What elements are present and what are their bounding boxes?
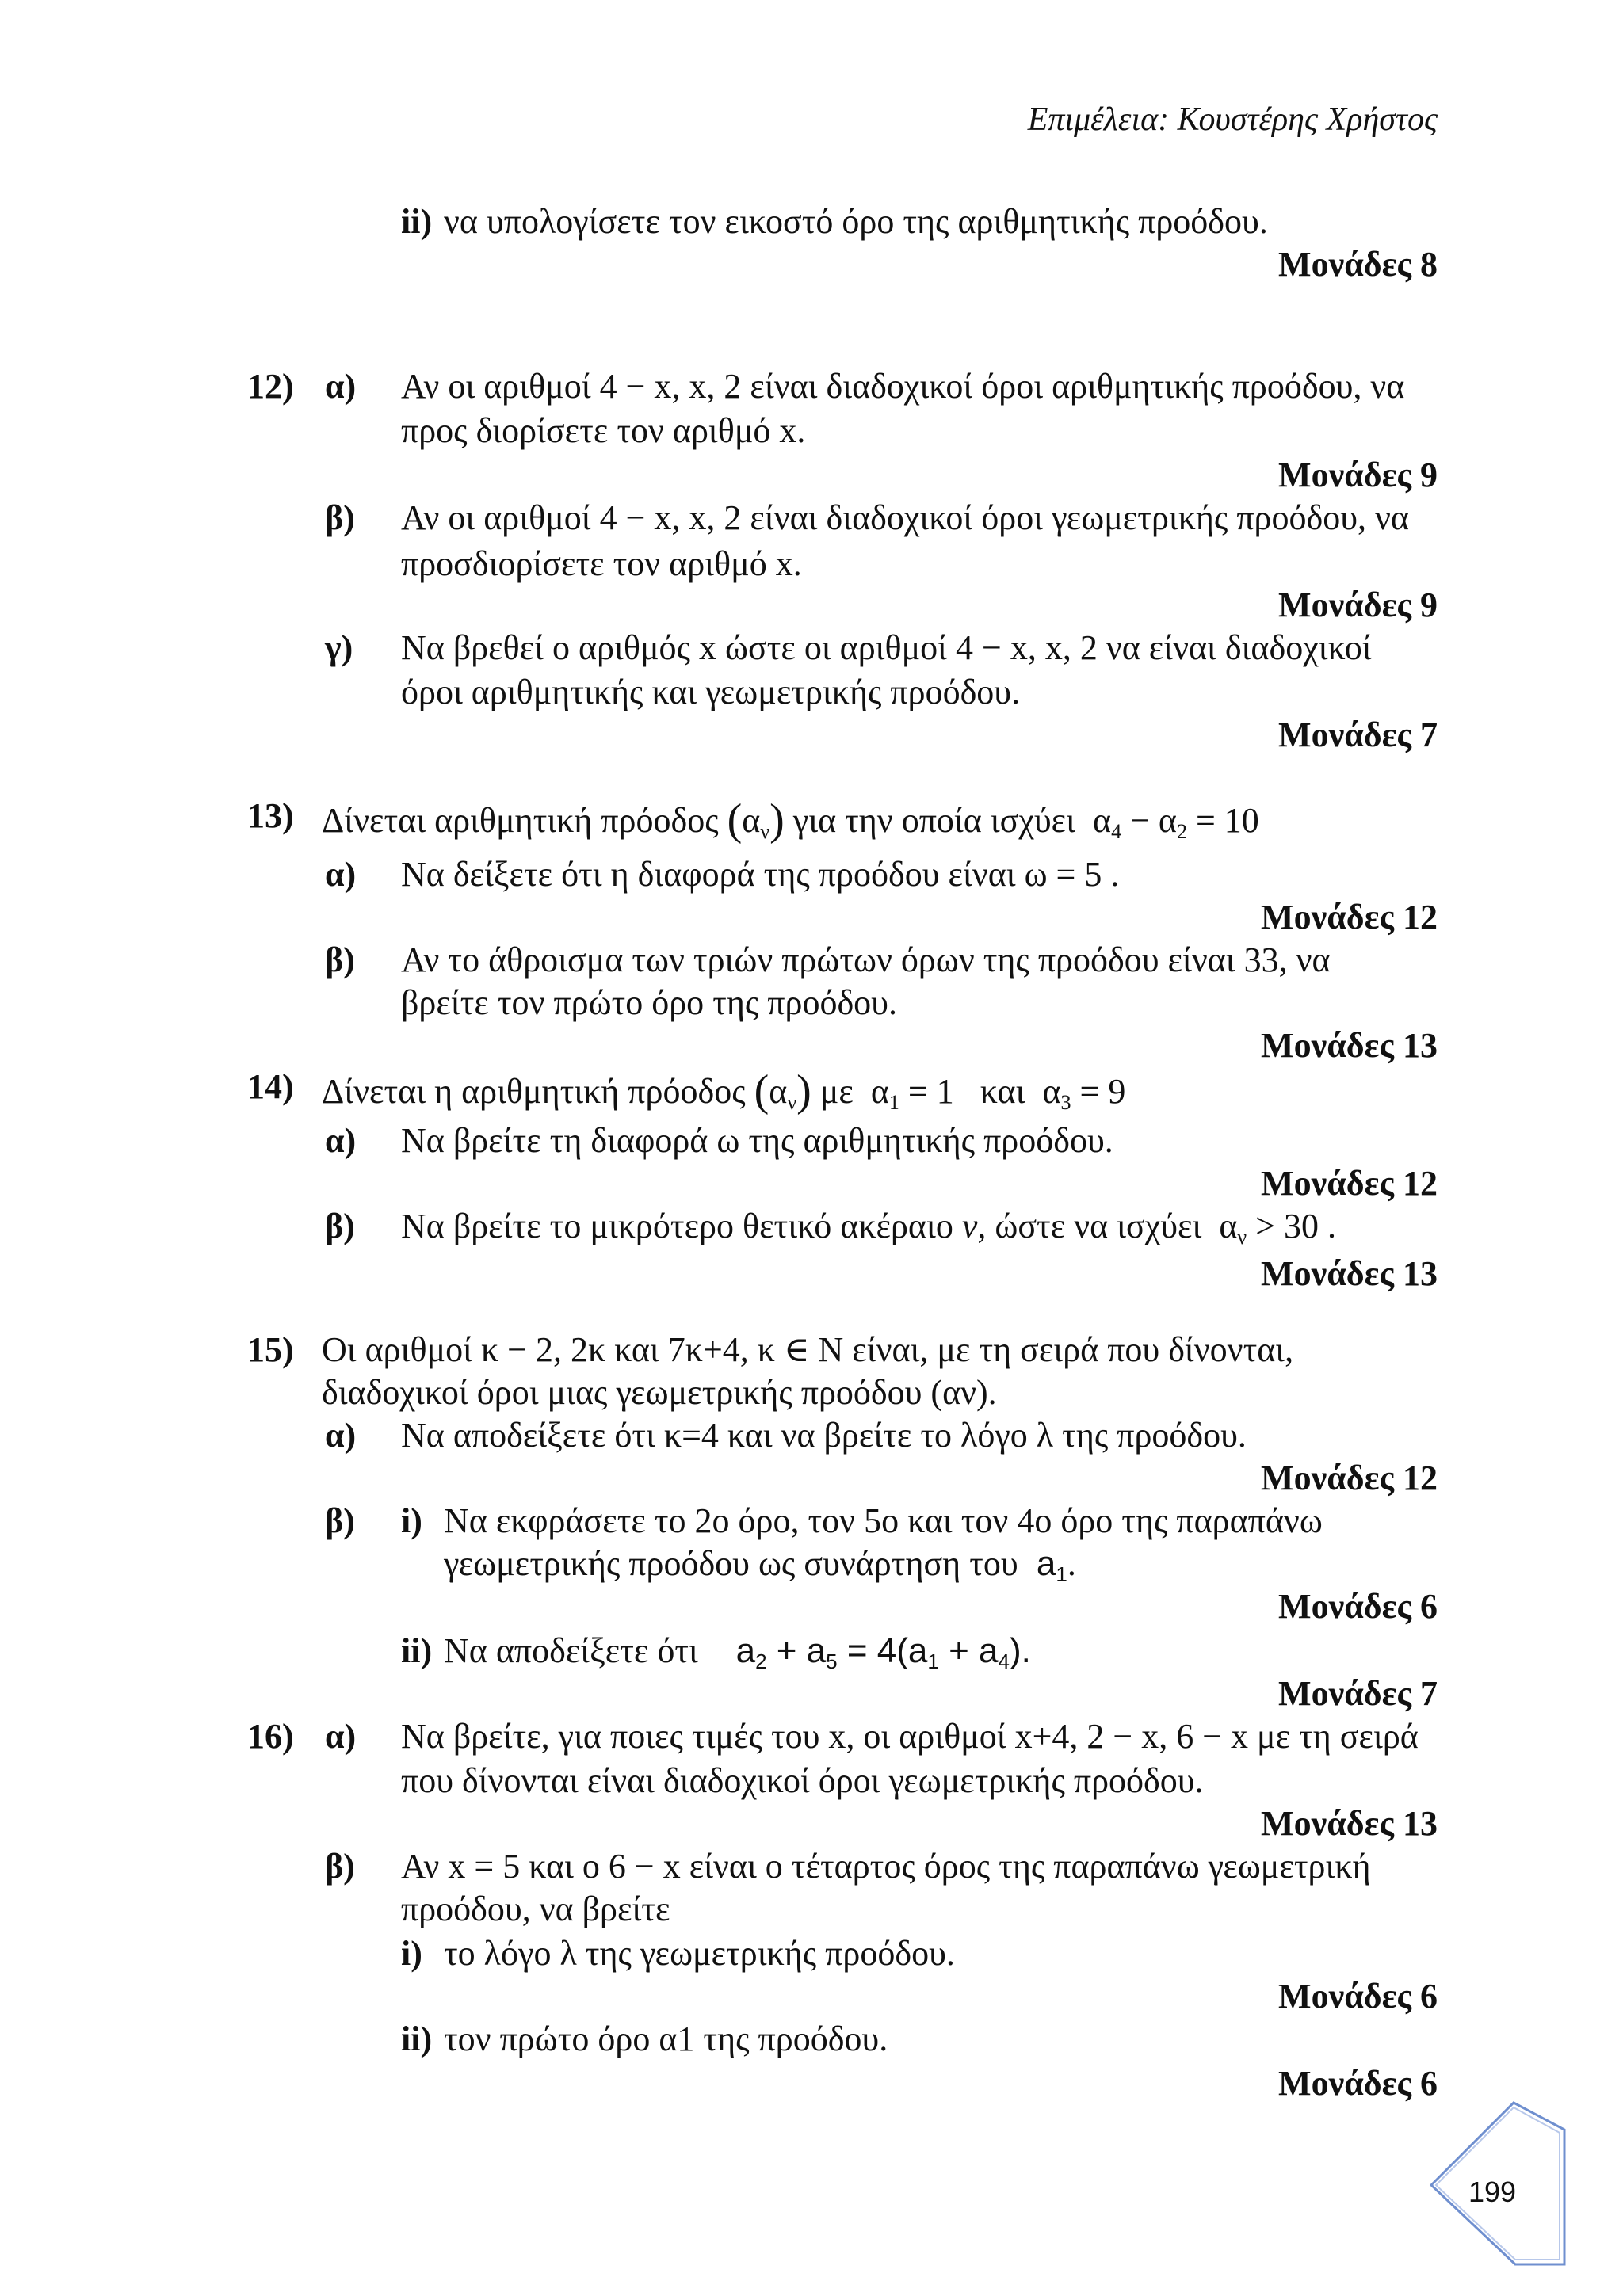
item-label: i) [401,1501,422,1540]
item-text: Να βρείτε τη διαφορά ω της αριθμητικής προόδου. [401,1121,1113,1160]
question-number: 12) [247,367,294,406]
item-text: που δίνονται είναι διαδοχικοί όροι γεωμετρικής προόδου. [401,1761,1204,1800]
item-label: α) [325,1121,357,1160]
item-label: α) [325,367,357,406]
item-text: Αν το άθροισμα των τριών πρώτων όρων της προόδου είναι 33, να [401,940,1331,979]
item-text: Αν οι αριθμοί 4 − x, x, 2 είναι διαδοχικοί όροι γεωμετρικής προόδου, να [401,498,1409,537]
item-text: διαδοχικοί όροι μιας γεωμετρικής προόδου (αν). [322,1373,997,1412]
question-intro: Δίνεται η αριθμητική πρόοδος $(\alpha_\nu)$ με $\alpha_1 = 1$ και $\alpha_3 = 9$ [322,1066,1126,1116]
points-label: Μονάδες 12 [1261,1164,1438,1203]
item-label: i) [401,1934,422,1973]
item-text: Να εκφράσετε το 2ο όρο, τον 5ο και τον 4ο όρο της παραπάνω [444,1501,1323,1540]
question-number: 15) [247,1330,294,1369]
question-number: 16) [247,1717,294,1756]
question-number: 13) [247,796,294,835]
question-number: 14) [247,1067,294,1106]
points-label: Μονάδες 13 [1261,1804,1438,1843]
item-text: προς διορίσετε τον αριθμό x. [401,411,806,450]
item-label: β) [325,1207,355,1245]
points-label: Μονάδες 13 [1261,1026,1438,1065]
item-text: να υπολογίσετε τον εικοστό όρο της αριθμητικής προόδου. [444,202,1268,241]
points-label: Μονάδες 6 [1278,1977,1438,2016]
item-text: προόδου, να βρείτε [401,1890,670,1928]
item-text: βρείτε τον πρώτο όρο της προόδου. [401,983,897,1022]
item-text: προσδιορίσετε τον αριθμό x. [401,544,802,583]
item-text: Να αποδείξετε ότι κ=4 και να βρείτε το λόγο λ της προόδου. [401,1416,1247,1455]
item-text: Αν οι αριθμοί 4 − x, x, 2 είναι διαδοχικοί όροι αριθμητικής προόδου, να [401,367,1405,406]
item-text: Να αποδείξετε ότι $a_2 + a_5 = 4(a_1 + a_4)$. [444,1631,1031,1673]
points-label: Μονάδες 7 [1278,715,1438,754]
item-text: Να βρεθεί ο αριθμός x ώστε οι αριθμοί 4 − x, x, 2 να είναι διαδοχικοί [401,628,1372,667]
item-label: β) [325,1501,355,1540]
item-text: Οι αριθμοί κ − 2, 2κ και 7κ+4, κ ∈ N είναι, με τη σειρά που δίνονται, [322,1330,1294,1369]
points-label: Μονάδες 12 [1261,898,1438,936]
item-label: γ) [325,628,353,667]
page-header-author: Επιμέλεια: Κουστέρης Χρήστος [1027,101,1438,138]
points-label: Μονάδες 12 [1261,1459,1438,1497]
points-label: Μονάδες 8 [1278,245,1438,284]
points-label: Μονάδες 6 [1278,1587,1438,1626]
points-label: Μονάδες 9 [1278,585,1438,624]
points-label: Μονάδες 7 [1278,1674,1438,1713]
item-text: Αν x = 5 και ο 6 − x είναι ο τέταρτος όρος της παραπάνω γεωμετρική [401,1847,1371,1886]
item-text: όροι αριθμητικής και γεωμετρικής προόδου. [401,673,1021,711]
question-intro: Δίνεται αριθμητική πρόοδος $(\alpha_\nu)$ για την οποία ισχύει $\alpha_4 - \alpha_2 = 10$ [322,795,1259,845]
item-label: ii) [401,202,433,241]
item-label: ii) [401,2019,433,2058]
item-label: α) [325,1717,357,1756]
item-text: Να βρείτε, για ποιες τιμές του x, οι αριθμοί x+4, 2 − x, 6 − x με τη σειρά [401,1717,1419,1756]
page-number: 199 [1468,2176,1517,2208]
item-label: α) [325,855,357,894]
item-label: β) [325,940,355,979]
item-text: γεωμετρικής προόδου ως συνάρτηση του $a_1$. [444,1544,1076,1586]
item-label: α) [325,1416,357,1455]
points-label: Μονάδες 9 [1278,456,1438,494]
points-label: Μονάδες 13 [1261,1254,1438,1293]
item-text: Να δείξετε ότι η διαφορά της προόδου είναι ω = 5 . [401,855,1120,894]
item-text: τον πρώτο όρο α1 της προόδου. [444,2019,888,2058]
item-text: Να βρείτε το μικρότερο θετικό ακέραιο ν, ώστε να ισχύει $\alpha_\nu > 30$ . [401,1207,1336,1249]
item-text: το λόγο λ της γεωμετρικής προόδου. [444,1934,955,1973]
item-label: β) [325,1847,355,1886]
points-label: Μονάδες 6 [1278,2064,1438,2103]
item-label: ii) [401,1631,433,1670]
item-label: β) [325,498,355,537]
